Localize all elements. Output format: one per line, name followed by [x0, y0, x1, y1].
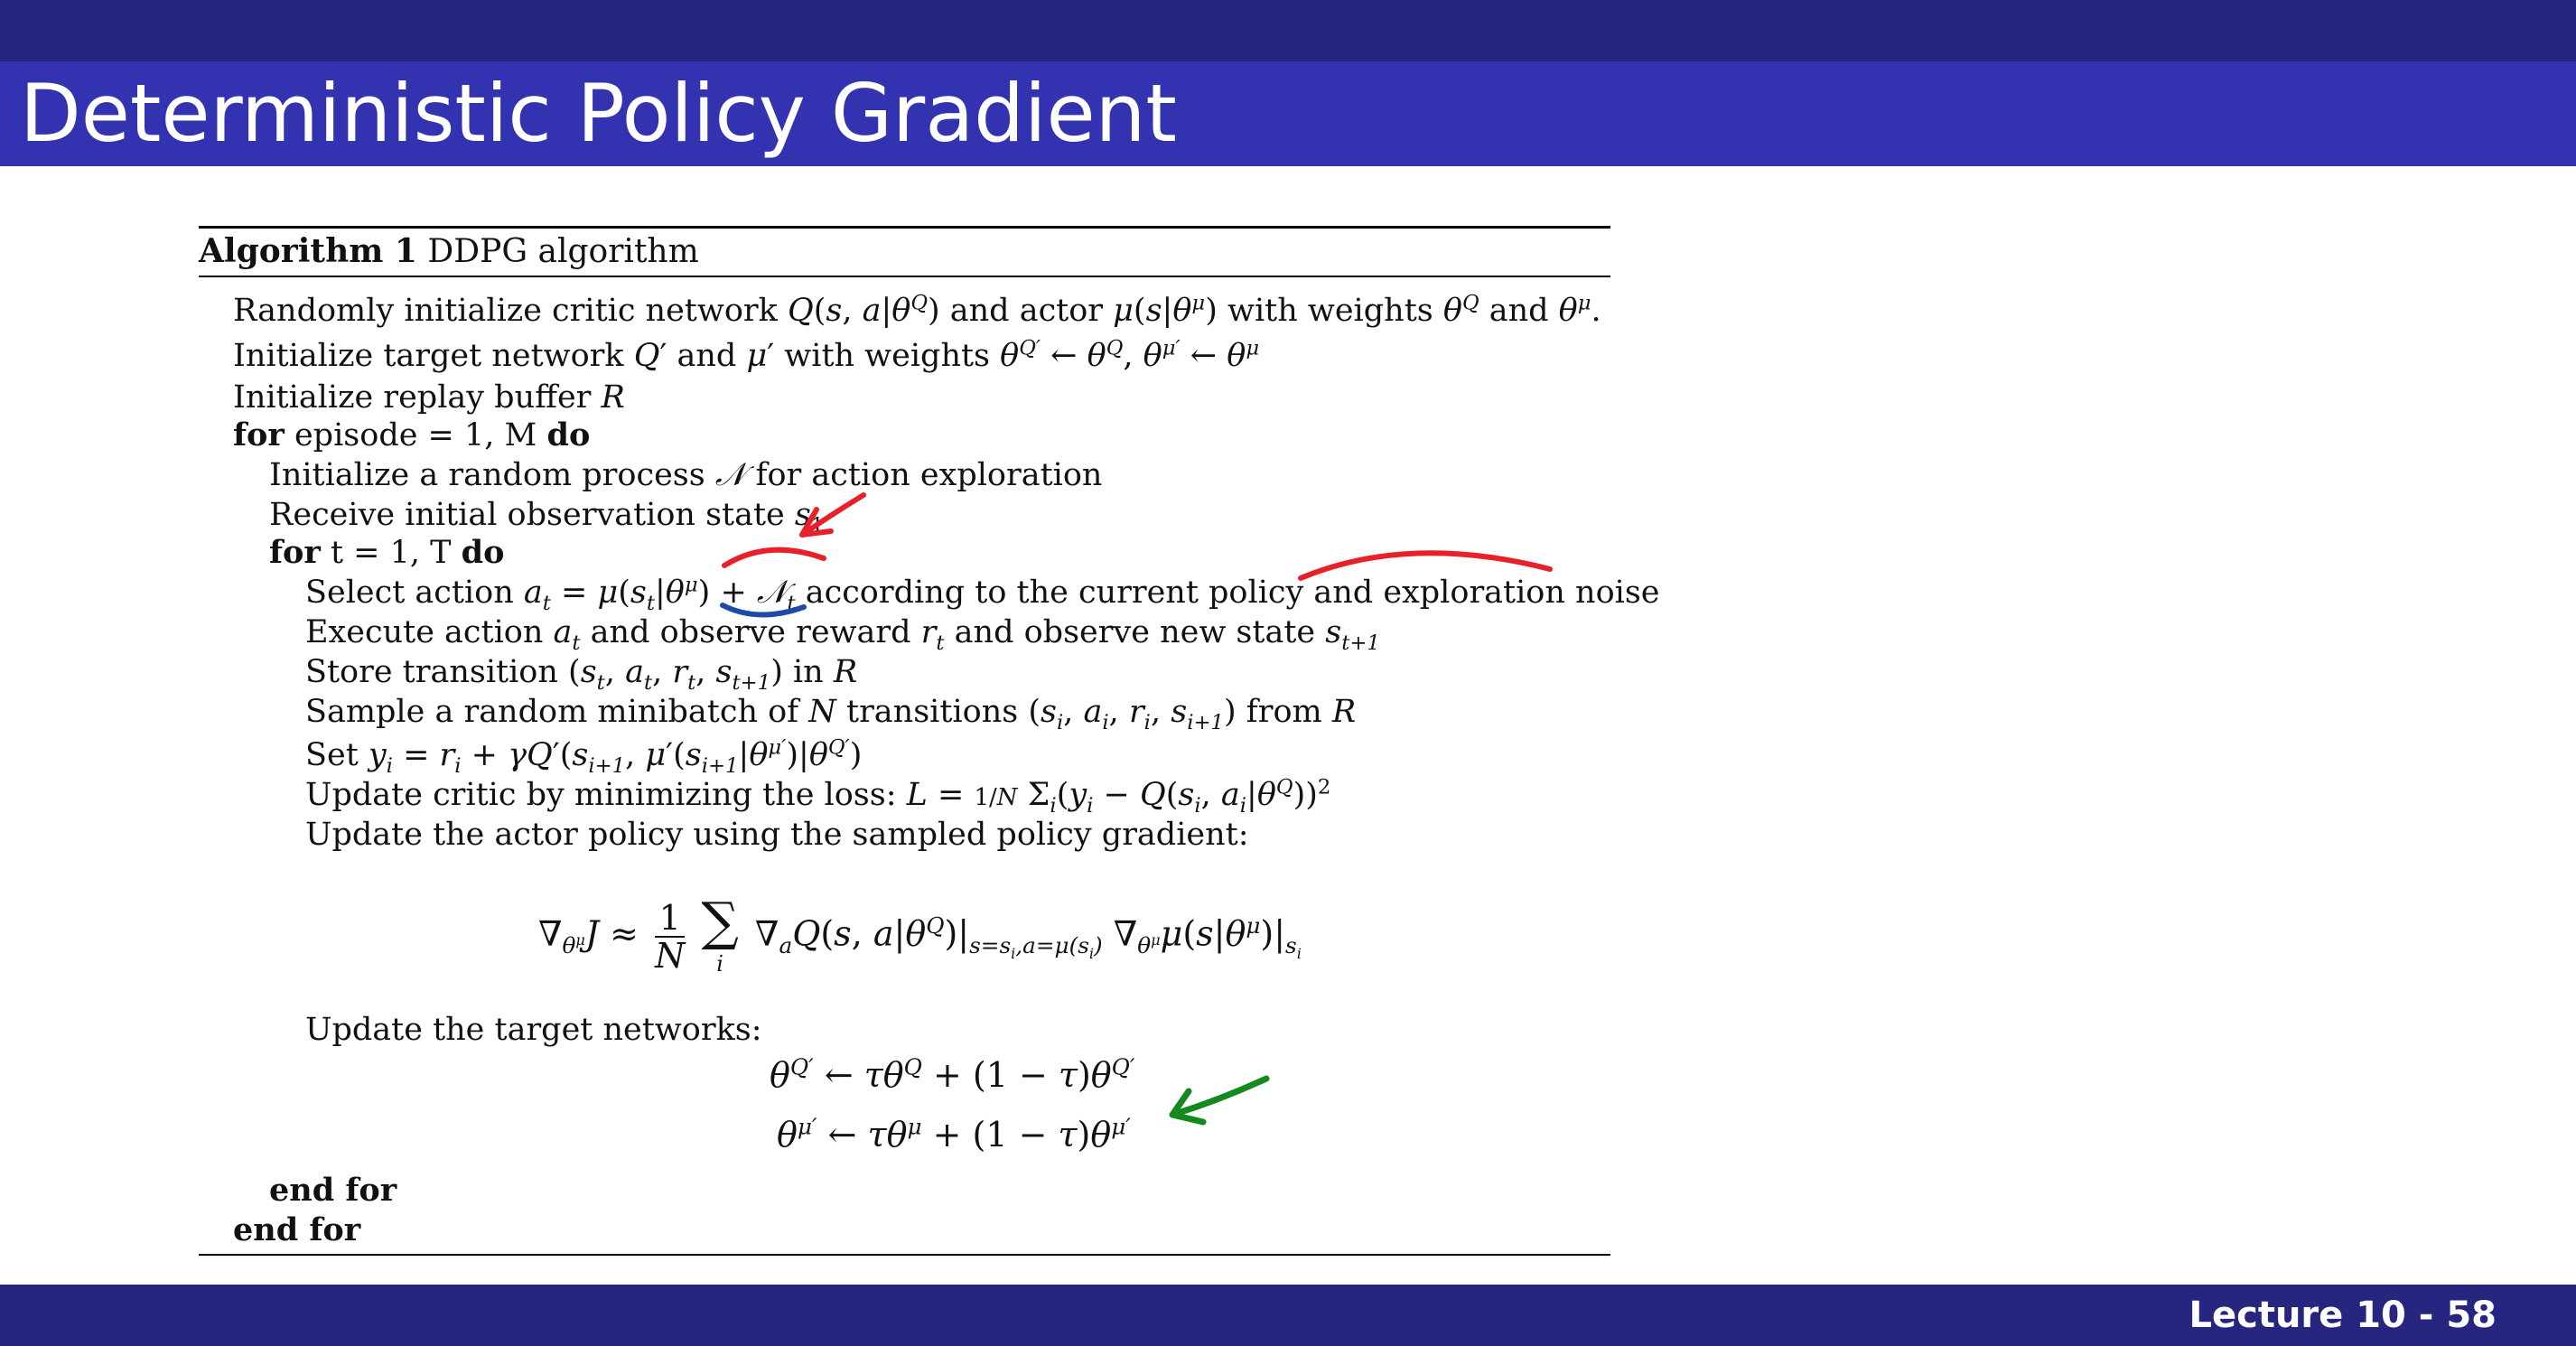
algorithm-header [199, 231, 699, 272]
algo-line-12: Set $y_i = r_i + \gamma Q'(s_{i+1}$, $\mu'(s_{i+1}|\theta^{\mu'})|\theta^{Q'}$) [305, 735, 863, 778]
policy-gradient-equation: $\nabla_{\theta^\mu}J$ ≈ $\frac{1}{N}$ ∑ i $\nabla_aQ(s$, $a|\theta^Q)|_{s=s_i,a=\mu(s_i)}$ $\nabla_{\theta^\mu}\mu(s|\theta^\mu)|_{s_i}$ [538, 891, 1302, 977]
algo-line-9: Execute action $a_t$ and observe reward $r_t$ and observe new state $s_{t+1}$ [305, 614, 1380, 655]
algo-end-for-inner: end for [269, 1172, 397, 1209]
algo-line-2: Initialize target network Q′ and μ′ with weights $\theta^{Q'}$ ← $\theta^Q$, $\theta^{\mu'}$ ← $\theta^\mu$ [233, 336, 1260, 374]
algo-line-5: Initialize a random process 𝒩 for action exploration [269, 457, 1103, 493]
algo-line-14: Update the actor policy using the sampled policy gradient: [305, 817, 1249, 853]
algo-end-for-outer: end for [233, 1211, 361, 1248]
algo-top-rule [199, 226, 1610, 229]
red-arc-noise-icon [724, 550, 824, 566]
algo-line-3: Initialize replay buffer R [233, 379, 625, 416]
green-arrow-icon [1172, 1079, 1266, 1122]
algo-bottom-rule [199, 1254, 1610, 1256]
algo-line-7: for t = 1, T do [269, 534, 505, 571]
top-band [0, 0, 2576, 61]
algo-line-13: Update critic by minimizing the loss: L = 1/N $\Sigma_i(y_i - Q(s_i$, $a_i|\theta^Q))^2$ [305, 775, 1331, 818]
algorithm-number: Algorithm 1 [199, 232, 417, 270]
algo-header-rule [199, 276, 1610, 277]
algo-line-15: Update the target networks: [305, 1012, 762, 1048]
target-critic-update: $\theta^{Q'}$ ← $\tau\theta^Q + (1 - \tau)\theta^{Q'}$ [770, 1053, 1135, 1095]
algorithm-name: DDPG algorithm [427, 233, 699, 270]
lecture-label: Lecture 10 - 58 [2189, 1295, 2497, 1336]
algo-line-6: Receive initial observation state $s_1$ [269, 497, 825, 537]
target-actor-update: $\theta^{\mu'}$ ← $\tau\theta^\mu + (1 - \tau)\theta^{\mu'}$ [777, 1113, 1131, 1154]
algo-line-4: for episode = 1, M do [233, 416, 591, 453]
algo-line-10: Store transition ($s_t$, $a_t$, $r_t$, $s_{t+1}$) in R [305, 654, 858, 695]
algo-line-11: Sample a random minibatch of N transitions ($s_i$, $a_i$, $r_i$, $s_{i+1}$) from R [305, 694, 1357, 734]
slide-title: Deterministic Policy Gradient [20, 67, 1177, 160]
algo-line-8: Select action $a_t = \mu(s_t|\theta^\mu)$ + 𝒩$_t$ according to the current policy and exploration noise [305, 573, 1660, 615]
algo-line-1: Randomly initialize critic network Q(s, $a|\theta^Q$) and actor $\mu(s|\theta^\mu)$ with weights $\theta^Q$ and $\theta^\mu$. [233, 291, 1601, 329]
